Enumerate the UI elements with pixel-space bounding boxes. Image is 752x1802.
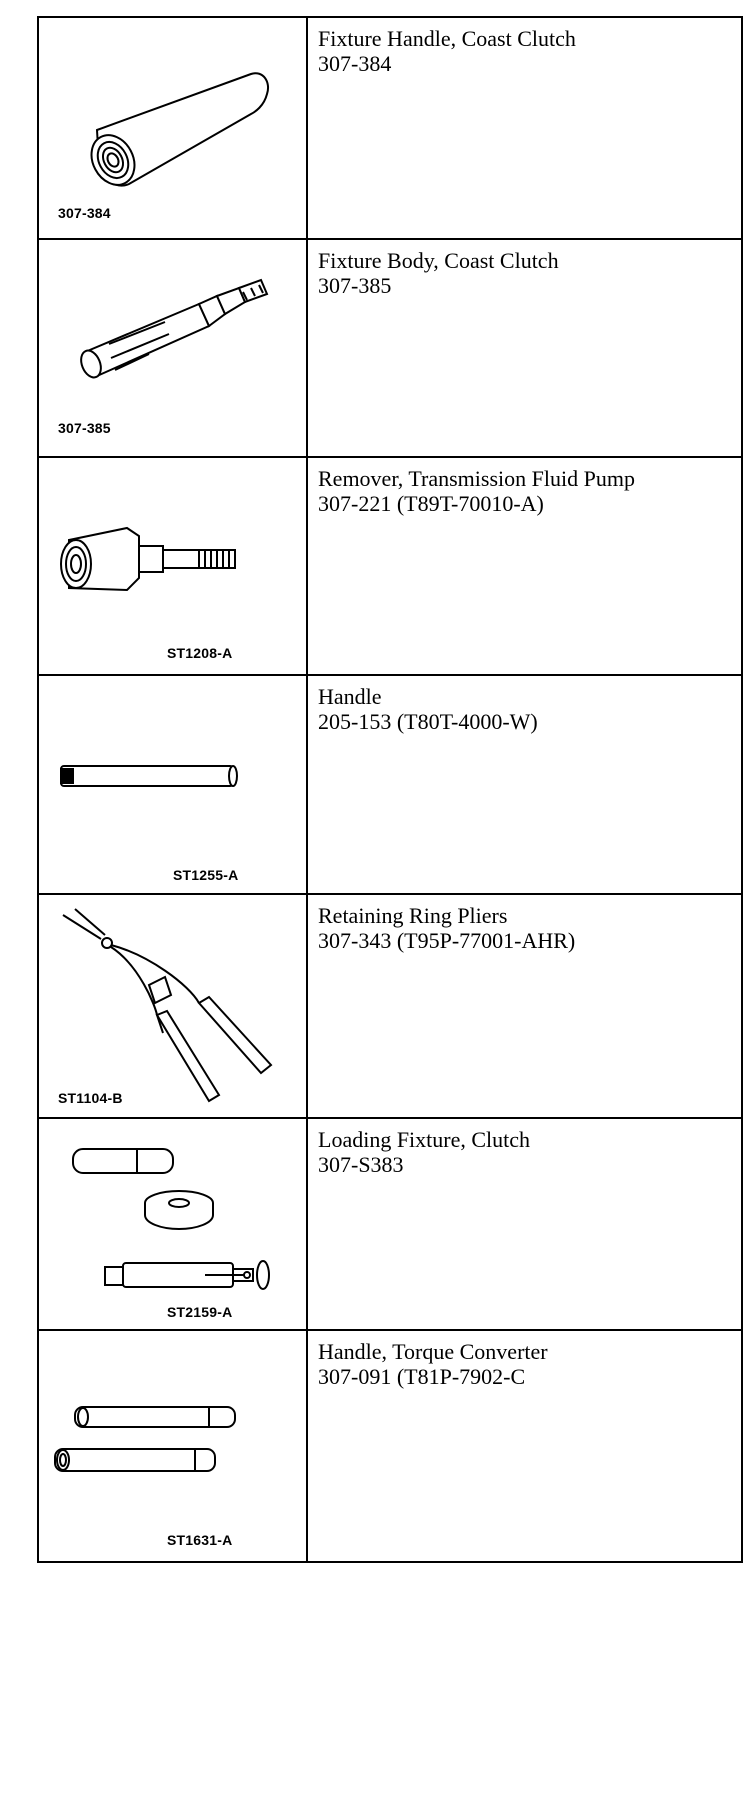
table-row bbox=[38, 239, 742, 457]
tool-name: Fixture Handle, Coast Clutch bbox=[318, 26, 576, 51]
tool-number: 307-S383 bbox=[318, 1152, 404, 1177]
tool-name: Fixture Body, Coast Clutch bbox=[318, 248, 559, 273]
tool-illustration-cell bbox=[38, 457, 307, 675]
tool-name: Loading Fixture, Clutch bbox=[318, 1127, 531, 1152]
tool-name: Handle bbox=[318, 684, 382, 709]
artwork-label: 307-385 bbox=[58, 420, 111, 436]
artwork-label: ST1255-A bbox=[173, 867, 239, 883]
tool-illustration-cell bbox=[38, 1118, 307, 1330]
special-tools-table bbox=[37, 16, 743, 1563]
tool-description-cell bbox=[307, 17, 742, 239]
table-row bbox=[38, 1330, 742, 1562]
tool-name: Remover, Transmission Fluid Pump bbox=[318, 466, 635, 491]
table-row bbox=[38, 675, 742, 894]
tool-illustration-cell bbox=[38, 894, 307, 1118]
table-row bbox=[38, 1118, 742, 1330]
loading-fixture-icon bbox=[39, 1119, 308, 1331]
artwork-label: ST1208-A bbox=[167, 645, 233, 661]
artwork-label: ST1104-B bbox=[58, 1090, 123, 1106]
tool-description-cell bbox=[307, 239, 742, 457]
tool-number: 205-153 (T80T-4000-W) bbox=[318, 709, 538, 734]
pliers-icon bbox=[39, 895, 308, 1119]
table-row bbox=[38, 457, 742, 675]
handle-icon bbox=[39, 676, 308, 895]
artwork-label: ST1631-A bbox=[167, 1532, 233, 1548]
pump-remover-icon bbox=[39, 458, 308, 676]
table-row bbox=[38, 17, 742, 239]
tool-description-cell bbox=[307, 1330, 742, 1562]
tool-illustration-cell bbox=[38, 239, 307, 457]
tool-description-cell bbox=[307, 1118, 742, 1330]
tool-illustration-cell bbox=[38, 675, 307, 894]
table-row bbox=[38, 894, 742, 1118]
tool-description-cell bbox=[307, 894, 742, 1118]
tool-number: 307-385 bbox=[318, 273, 392, 298]
tool-illustration-cell bbox=[38, 17, 307, 239]
tool-illustration-cell bbox=[38, 1330, 307, 1562]
tool-description-cell bbox=[307, 675, 742, 894]
tool-name: Handle, Torque Converter bbox=[318, 1339, 548, 1364]
tool-description-cell bbox=[307, 457, 742, 675]
tool-name: Retaining Ring Pliers bbox=[318, 903, 508, 928]
tool-number: 307-384 bbox=[318, 51, 392, 76]
tool-number: 307-221 (T89T-70010-A) bbox=[318, 491, 544, 516]
converter-handle-icon bbox=[39, 1331, 308, 1563]
artwork-label: 307-384 bbox=[58, 205, 111, 221]
tool-number: 307-343 (T95P-77001-AHR) bbox=[318, 928, 576, 953]
artwork-label: ST2159-A bbox=[167, 1304, 233, 1320]
tool-number: 307-091 (T81P-7902-C bbox=[318, 1364, 526, 1389]
